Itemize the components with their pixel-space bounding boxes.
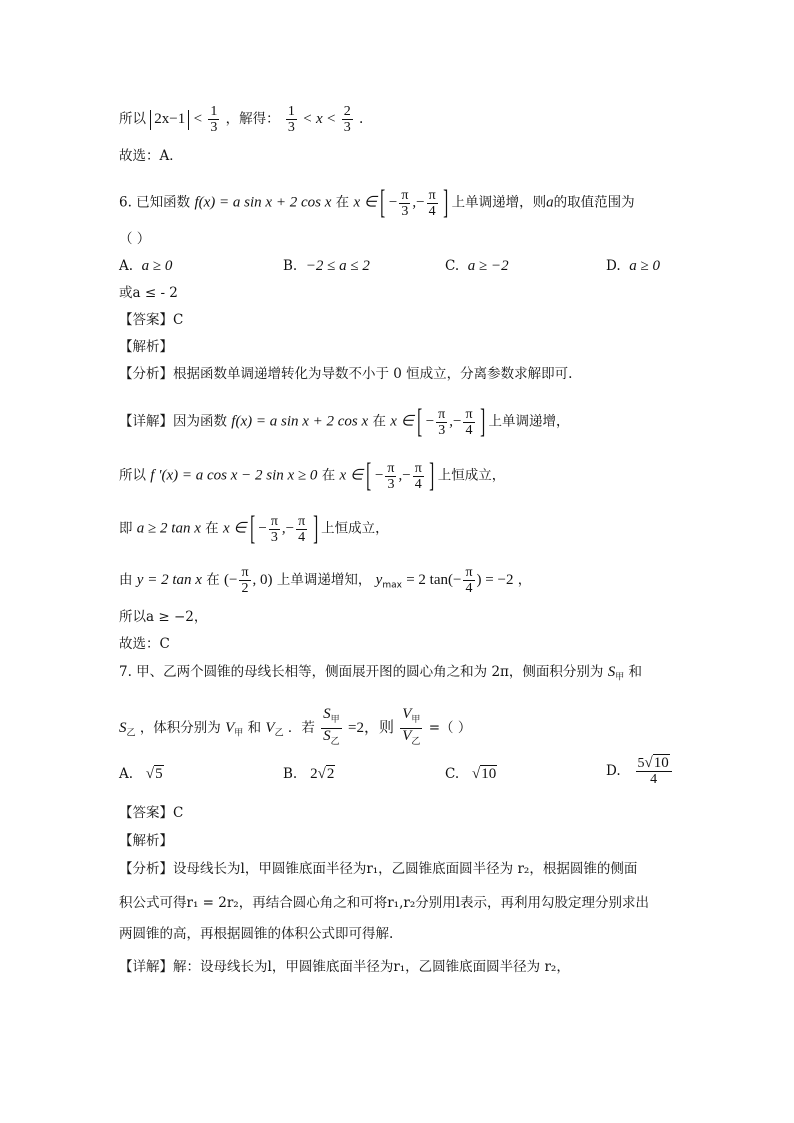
fraction-one-third: [208, 104, 219, 135]
sub-yi: 乙: [274, 728, 284, 739]
q6-detail-2: 所以 f ′(x) = a cos x − 2 sin x ≥ 0 在 x ∈ [ − $\frac{\pi}{3}$ ,− $\frac{\pi}{4}$ ] 上恒成立，: [119, 457, 506, 494]
q7-answer: 【答案】C: [119, 805, 184, 821]
text: ，: [517, 572, 532, 588]
text: ，解得：: [225, 111, 280, 127]
den: 4: [650, 772, 658, 787]
var-V: V: [402, 706, 412, 722]
left-bracket: [: [366, 457, 372, 494]
q7-option-b: [283, 764, 335, 784]
sub-jia: 甲: [330, 714, 340, 725]
value: a ≥ 0: [629, 258, 660, 274]
func-expr: (x) = a sin x + 2 cos x: [198, 194, 332, 211]
label: D.: [606, 258, 621, 274]
q6-stem: 6. 已知函数 f(x) = a sin x + 2 cos x 在 x ∈ [ − $\frac{\pi}{3}$ ,− $\frac{\pi}{4}$ ] 上单调递增，则a的取值范围为: [119, 184, 635, 221]
q6-option-d: [606, 256, 660, 276]
fraction-V-ratio: [400, 707, 422, 750]
q6-detail-5: 所以a ≥ −2，: [119, 609, 208, 625]
text: 【详解】因为函数: [119, 413, 227, 430]
inequality-expr: a ≥ 2 tan x: [136, 520, 201, 537]
eq: ) = −2: [476, 572, 514, 588]
text: ，体积分别为: [139, 719, 221, 736]
var-S: S: [323, 706, 331, 722]
num: π: [270, 513, 278, 529]
comma: ,: [449, 413, 453, 430]
abs-content: 2x−1: [154, 110, 186, 127]
num: π: [438, 406, 446, 422]
q7-stem-2: [119, 707, 471, 750]
radicand: 5: [155, 766, 163, 782]
sub-yi: 乙: [126, 728, 136, 739]
den: 4: [428, 203, 436, 219]
sub-yi: 乙: [330, 736, 340, 747]
radicand: 10: [481, 766, 497, 782]
num: 1: [210, 104, 218, 119]
fraction-pi-4: [427, 188, 438, 219]
close: , 0): [252, 572, 273, 588]
q6-detail-1: 【详解】因为函数 f(x) = a sin x + 2 cos x 在 x ∈ [ − $\frac{\pi}{3}$ ,− $\frac{\pi}{4}$ ] 上单调递增，: [119, 403, 570, 440]
func-expr: (x) = a sin x + 2 cos x: [235, 413, 369, 430]
q7-option-c: [445, 764, 497, 784]
q7-option-d: [606, 756, 674, 787]
fraction-pi-3: [269, 514, 280, 545]
lt: <: [303, 111, 312, 127]
den: 3: [387, 476, 395, 492]
text: 6. 已知函数: [119, 194, 191, 211]
left-bracket: [: [380, 184, 386, 221]
text: 所以: [119, 111, 146, 127]
label: D.: [606, 763, 621, 779]
num: 2: [343, 104, 351, 119]
sqrt: √2: [317, 766, 335, 782]
func-f: f: [231, 413, 236, 430]
fraction-S-ratio: [321, 707, 342, 750]
text: 在: [206, 572, 220, 588]
num: π: [428, 187, 436, 203]
text: 上恒成立，: [321, 520, 389, 537]
text: 7. 甲、乙两个圆锥的母线长相等，侧面展开图的圆心角之和为 2π，侧面积分别为: [119, 664, 604, 680]
text: 上恒成立，: [437, 467, 506, 484]
func-f: f: [194, 194, 199, 211]
label: C.: [445, 766, 460, 782]
sub-jia: 甲: [411, 714, 421, 725]
num: π: [465, 406, 473, 422]
left-bracket: [: [249, 510, 255, 547]
eq: =2，则: [347, 719, 394, 736]
label: C.: [445, 258, 460, 274]
q6-analysis-title: 【解析】: [119, 339, 173, 355]
den: 3: [438, 422, 446, 438]
q6-option-b: [283, 256, 370, 276]
x-in: x ∈: [339, 467, 364, 484]
open: (−: [224, 572, 238, 588]
q6-answer: 【答案】C: [119, 312, 184, 328]
q7-fenxi-2: 积公式可得r₁ = 2r₂，再结合圆心角之和可将r₁,r₂分别用l表示，再利用勾股定理分别求出: [119, 895, 650, 911]
fraction-pi-4: [463, 407, 474, 438]
var-V: V: [225, 719, 235, 736]
text: 上单调递增，则: [451, 194, 547, 211]
q7-fenxi-1: 【分析】设母线长为l，甲圆锥底面半径为r₁，乙圆锥底面圆半径为 r₂，根据圆锥的侧面: [119, 861, 638, 877]
right-bracket: ]: [479, 403, 486, 440]
q6-detail-3: 即 a ≥ 2 tan x 在 x ∈ [ − $\frac{\pi}{3}$ ,− $\frac{\pi}{4}$ ] 上恒成立，: [119, 510, 389, 547]
q7-stem-1: [119, 662, 642, 688]
prev-solution-line: [119, 104, 363, 135]
fraction-pi-2: $\frac{\pi}{2}$: [241, 565, 249, 596]
q6-option-a: [119, 256, 172, 276]
var-S: S: [119, 719, 127, 736]
radicand: 10: [653, 755, 669, 771]
q7-analysis-title: 【解析】: [119, 833, 173, 849]
value: a ≥ 0: [141, 258, 173, 274]
x-in: x ∈: [353, 194, 377, 211]
num: π: [465, 565, 473, 580]
value: a ≥ −2: [467, 258, 509, 274]
q7-detail: 【详解】解：设母线长为l，甲圆锥底面半径为r₁，乙圆锥底面圆半径为 r₂，: [119, 959, 570, 975]
right-bracket: ]: [312, 510, 318, 547]
tan-expr: y = 2 tan x: [136, 572, 202, 588]
sub-jia: 甲: [234, 728, 244, 739]
q6-paren: （ ）: [119, 231, 151, 247]
num: π: [414, 460, 422, 476]
den: 3: [287, 120, 295, 135]
num: π: [241, 565, 249, 580]
fraction-pi-4: [413, 461, 424, 492]
fraction-one-third: [286, 104, 297, 135]
q6-detail-4: [119, 565, 531, 596]
radicand: 2: [326, 766, 335, 782]
text: 在: [321, 467, 336, 484]
text: 和: [247, 719, 262, 736]
comma: ,: [412, 194, 417, 211]
text: =（ ）: [428, 719, 472, 736]
x-in: x ∈: [222, 520, 247, 537]
prev-choose: 故选：A．: [119, 148, 183, 164]
num: π: [401, 187, 409, 203]
den: 4: [465, 422, 473, 438]
right-bracket: ]: [429, 457, 435, 494]
var-a: a: [546, 194, 554, 211]
text: ．若: [287, 719, 315, 736]
text: 上单调递增知，: [276, 572, 372, 588]
var-S: S: [323, 727, 331, 744]
num: 1: [287, 104, 295, 119]
sub-jia: 甲: [615, 672, 625, 683]
text: 上单调递增，: [488, 413, 570, 430]
fraction-pi-4: [463, 565, 474, 596]
text: 在: [335, 194, 350, 211]
den: 4: [465, 581, 473, 596]
fraction-pi-3: [385, 461, 396, 492]
q7-fenxi-3: 两圆锥的高，再根据圆锥的体积公式即可得解.: [119, 926, 394, 942]
subscript-max: max: [382, 580, 402, 591]
coef: 2: [310, 766, 318, 782]
text: .: [359, 111, 364, 127]
den: 3: [401, 203, 409, 219]
comma: ,: [281, 520, 286, 537]
q7-option-a: [119, 764, 164, 784]
label: A.: [119, 258, 134, 274]
den: 3: [210, 120, 218, 135]
coef: 5: [637, 756, 645, 771]
text: 在: [372, 413, 386, 430]
abs-expression: [150, 110, 189, 130]
fraction-5sqrt10-4: $\frac{5√10}{4}$: [636, 756, 672, 787]
fraction-two-third: [342, 104, 353, 135]
num: π: [298, 513, 306, 529]
label: B.: [283, 766, 298, 782]
eq: = 2 tan(−: [406, 572, 462, 588]
text: 所以: [119, 467, 146, 484]
sub-yi: 乙: [411, 736, 421, 747]
q6-choose: 故选：C: [119, 636, 170, 652]
den: 4: [414, 476, 422, 492]
text: 和: [628, 664, 643, 680]
x-in: x ∈: [390, 413, 414, 430]
text: 的取值范围为: [553, 194, 635, 211]
var-x: x: [315, 111, 323, 127]
text: 即: [119, 520, 133, 537]
comma: ,: [398, 467, 403, 484]
den: 3: [343, 120, 351, 135]
den: 3: [270, 529, 278, 545]
den: 4: [298, 529, 306, 545]
text: 在: [205, 520, 219, 537]
var-V: V: [402, 727, 412, 744]
lt: <: [193, 111, 203, 127]
right-bracket: ]: [443, 184, 449, 221]
derivative-expr: f ′(x) = a cos x − 2 sin x ≥ 0: [150, 467, 318, 484]
label: A.: [119, 766, 134, 782]
sqrt: √10: [472, 766, 497, 782]
fraction-pi-3: [399, 188, 410, 219]
num: π: [387, 460, 395, 476]
var-y: y: [375, 572, 383, 588]
q6-option-c: [445, 256, 509, 276]
label: B.: [283, 258, 298, 274]
sqrt: √5: [145, 766, 163, 782]
left-bracket: [: [417, 403, 423, 440]
text: 由: [119, 572, 133, 588]
q6-option-d-cont: 或a ≤ - 2: [119, 285, 178, 301]
fraction-pi-3: [436, 407, 447, 438]
var-S: S: [607, 664, 616, 680]
var-V: V: [265, 719, 275, 736]
fraction-pi-4: [296, 514, 307, 545]
value: −2 ≤ a ≤ 2: [305, 258, 370, 274]
lt: <: [326, 111, 336, 127]
q6-fenxi: 【分析】根据函数单调递增转化为导数不小于 0 恒成立，分离参数求解即可.: [119, 366, 573, 382]
